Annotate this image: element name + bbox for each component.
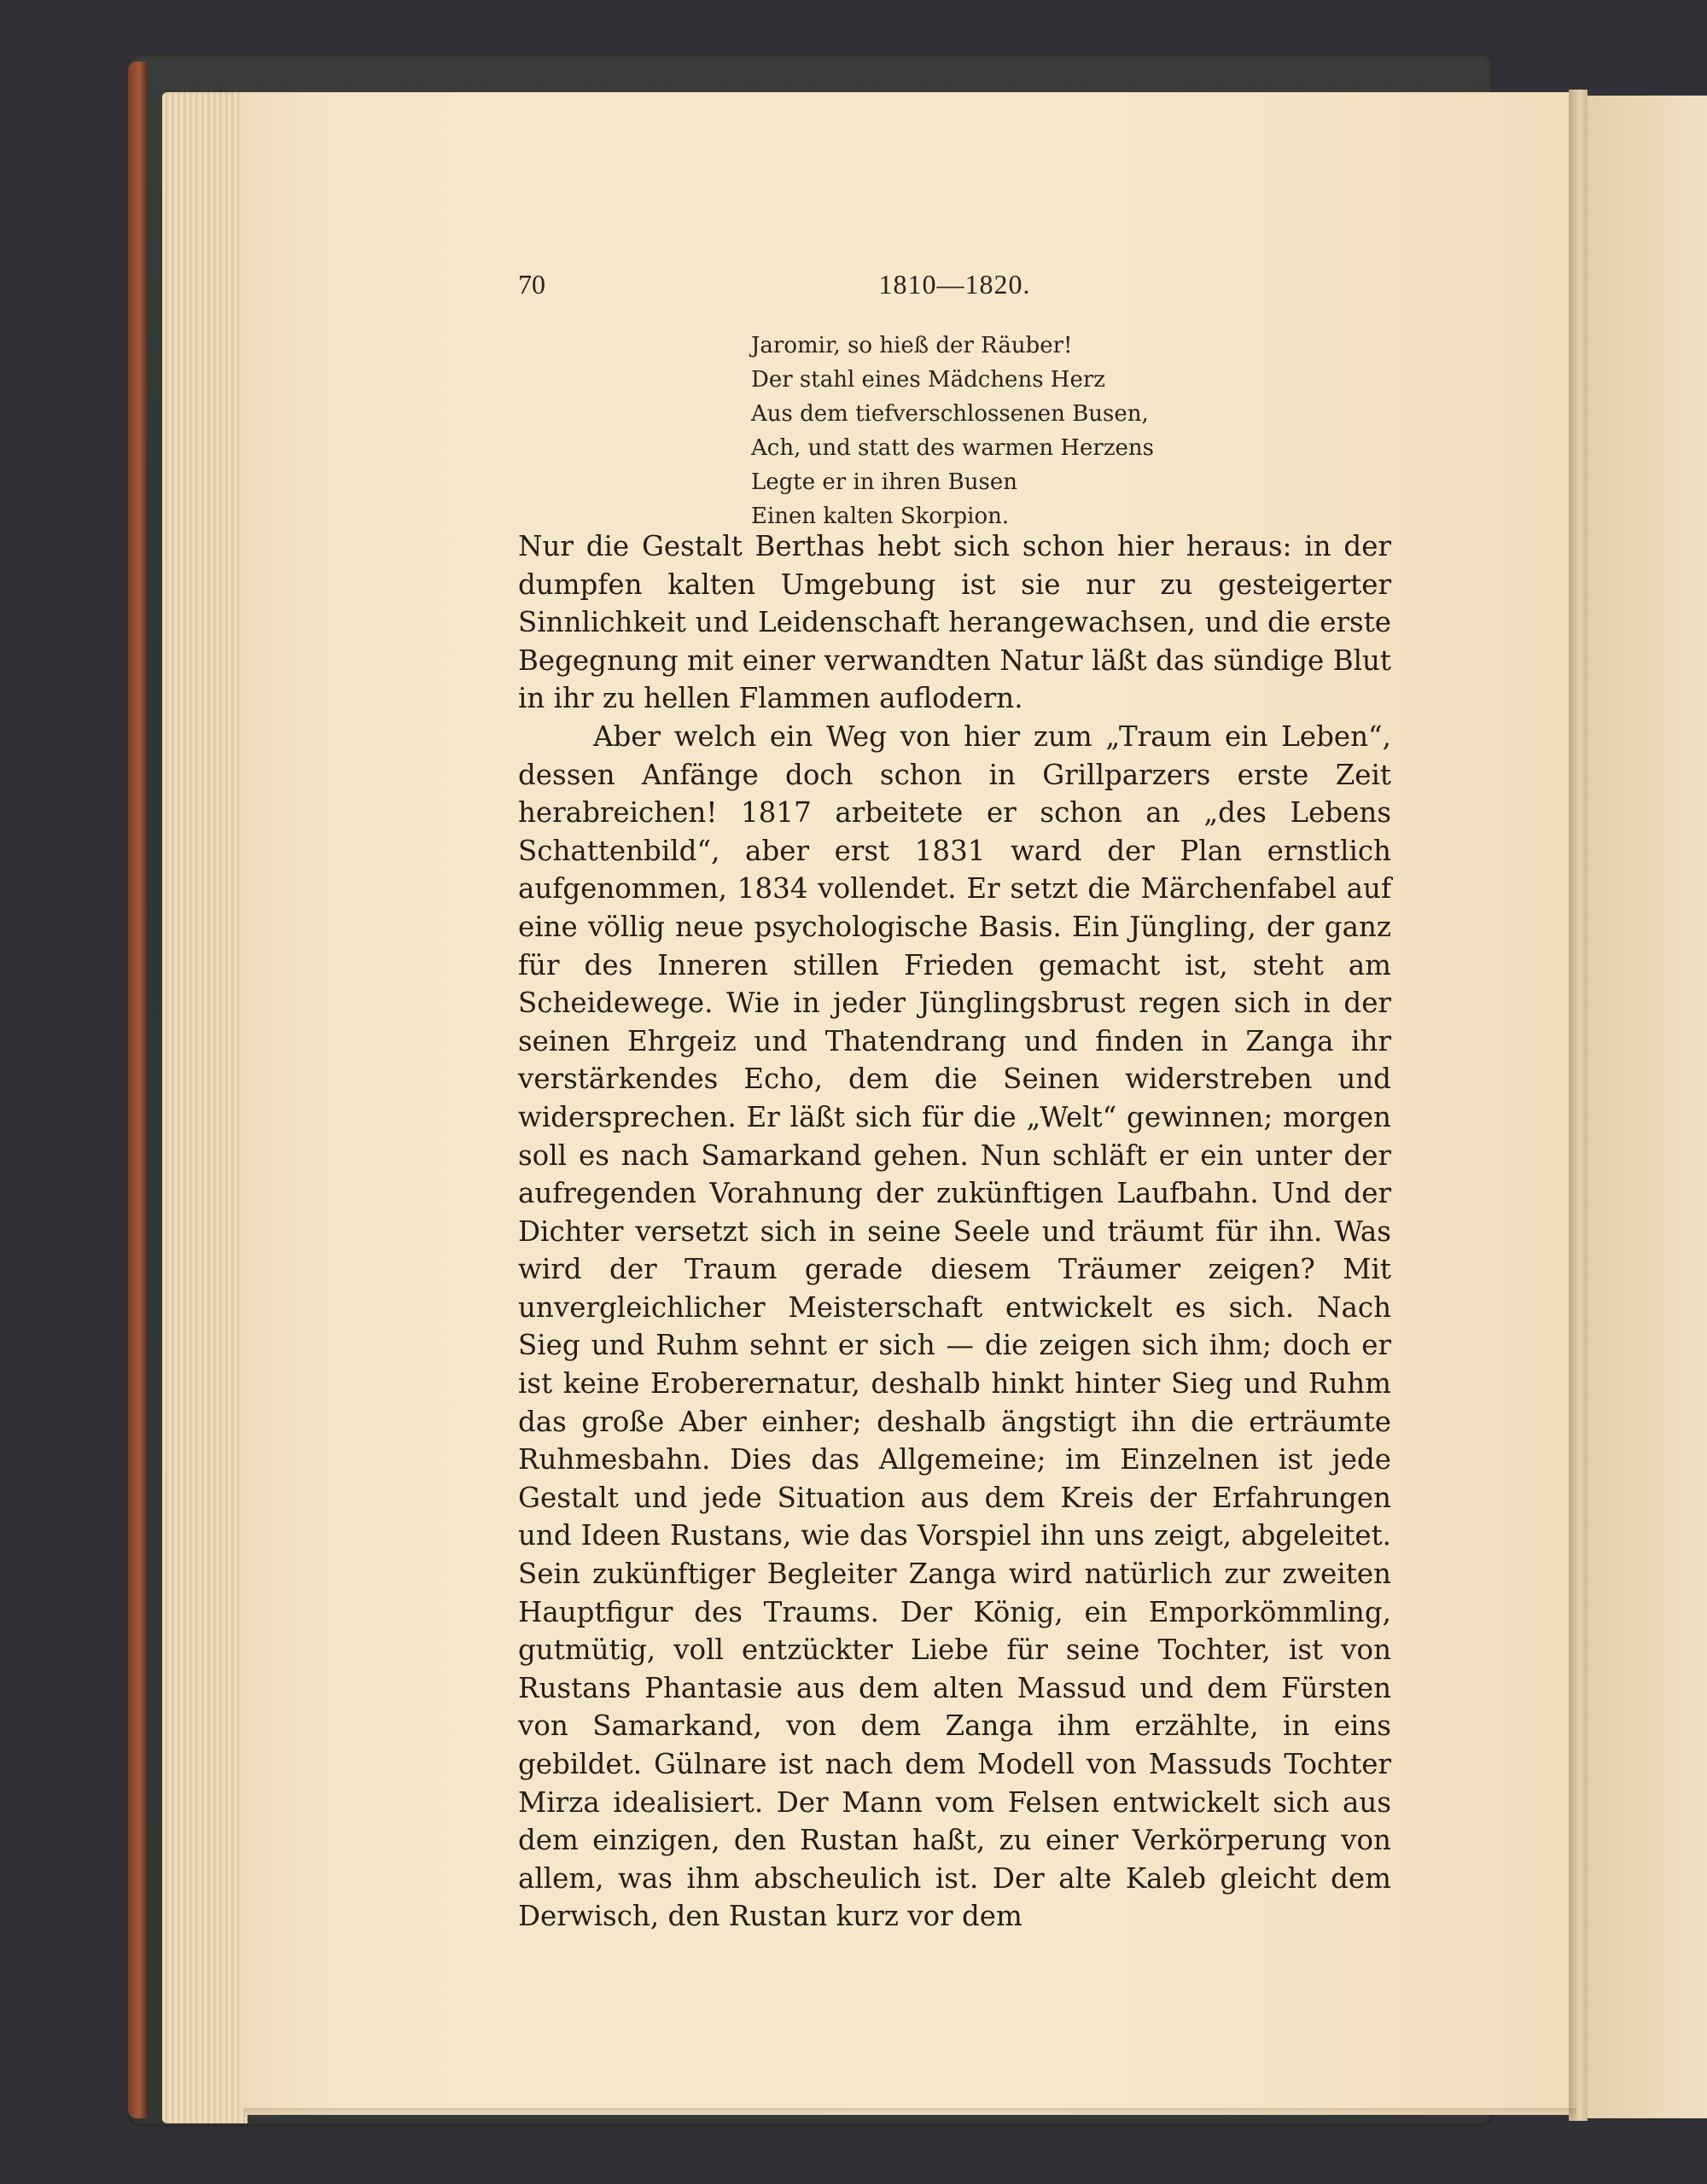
poem-block <box>751 329 1280 533</box>
paragraph: Aber welch ein Weg von hier zum „Traum ein Leben“, dessen Anfänge doch schon in Grillparzers erste Zeit herabreichen! 1817 arbeitete er schon an „des Lebens Schattenbild“, aber erst 1831 ward der Plan ernstlich aufgenommen, 1834 vollendet. Er setzt die Märchenfabel auf eine völlig neue psychologische Basis. Ein Jüngling, der ganz für des Inneren stillen Frieden gemacht ist, steht am Scheidewege. Wie in jeder Jünglingsbrust regen sich in der seinen Ehrgeiz und Thatendrang und finden in Zanga ihr verstärkendes Echo, dem die Seinen widerstreben und widersprechen. Er läßt sich für die „Welt“ gewinnen; morgen soll es nach Samarkand gehen. Nun schläft er ein unter der aufregenden Vorahnung der zukünftigen Laufbahn. Und der Dichter versetzt sich in seine Seele und träumt für ihn. Was wird der Traum gerade diesem Träumer zeigen? Mit unvergleichlicher Meisterschaft entwickelt es sich. Nach Sieg und Ruhm sehnt er sich — die zeigen sich ihm; doch er ist keine Eroberernatur, deshalb hinkt hinter Sieg und Ruhm das große Aber einher; deshalb ängstigt ihn die erträumte Ruhmesbahn. Dies das Allgemeine; im Einzelnen ist jede Gestalt und jede Situation aus dem Kreis der Erfahrungen und Ideen Rustans, wie das Vorspiel ihn uns zeigt, abgeleitet. Sein zukünftiger Begleiter Zanga wird natürlich zur zweiten Hauptfigur des Traums. Der König, ein Emporkömmling, gutmütig, voll entzückter Liebe für seine Tochter, ist von Rustans Phantasie aus dem alten Massud und dem Fürsten von Samarkand, von dem Zanga ihm erzählte, in eins gebildet. Gülnare ist nach dem Modell von Massuds Tochter Mirza idealisiert. Der Mann vom Felsen entwickelt sich aus dem einzigen, den Rustan haßt, zu einer Verkörperung von allem, was ihm abscheulich ist. Der alte Kaleb gleicht dem Derwisch, den Rustan kurz vor dem <box>518 719 1391 1933</box>
page-gutter <box>1569 90 1588 2121</box>
running-title: 1810—1820. <box>878 269 1031 300</box>
cover-edge <box>128 61 147 2118</box>
facing-page-edge <box>1588 96 1707 2118</box>
page-number: 70 <box>518 269 545 300</box>
poem-line: Aus dem tiefverschlossenen Busen, <box>751 401 1149 427</box>
poem-line: Einen kalten Skorpion. <box>751 504 1010 529</box>
page-shadow <box>243 2108 1576 2118</box>
poem-line: Jaromir, so hieß der Räuber! <box>751 333 1073 358</box>
paragraph: Nur die Gestalt Berthas hebt sich schon hier heraus: in der dumpfen kalten Umgebung ist sie nur zu gesteigerter Sinnlichkeit und Leidenschaft herangewachsen, und die erste Begegnung mit einer verwandten Natur läßt das sündige Blut in ihr zu hellen Flammen auflodern. <box>518 530 1391 715</box>
poem-line: Legte er in ihren Busen <box>751 469 1018 495</box>
body-text <box>518 527 1391 1936</box>
page-header <box>518 269 1391 303</box>
poem-line: Der stahl eines Mädchens Herz <box>751 367 1105 393</box>
page-stack <box>162 92 248 2123</box>
poem-line: Ach, und statt des warmen Herzens <box>751 435 1154 461</box>
